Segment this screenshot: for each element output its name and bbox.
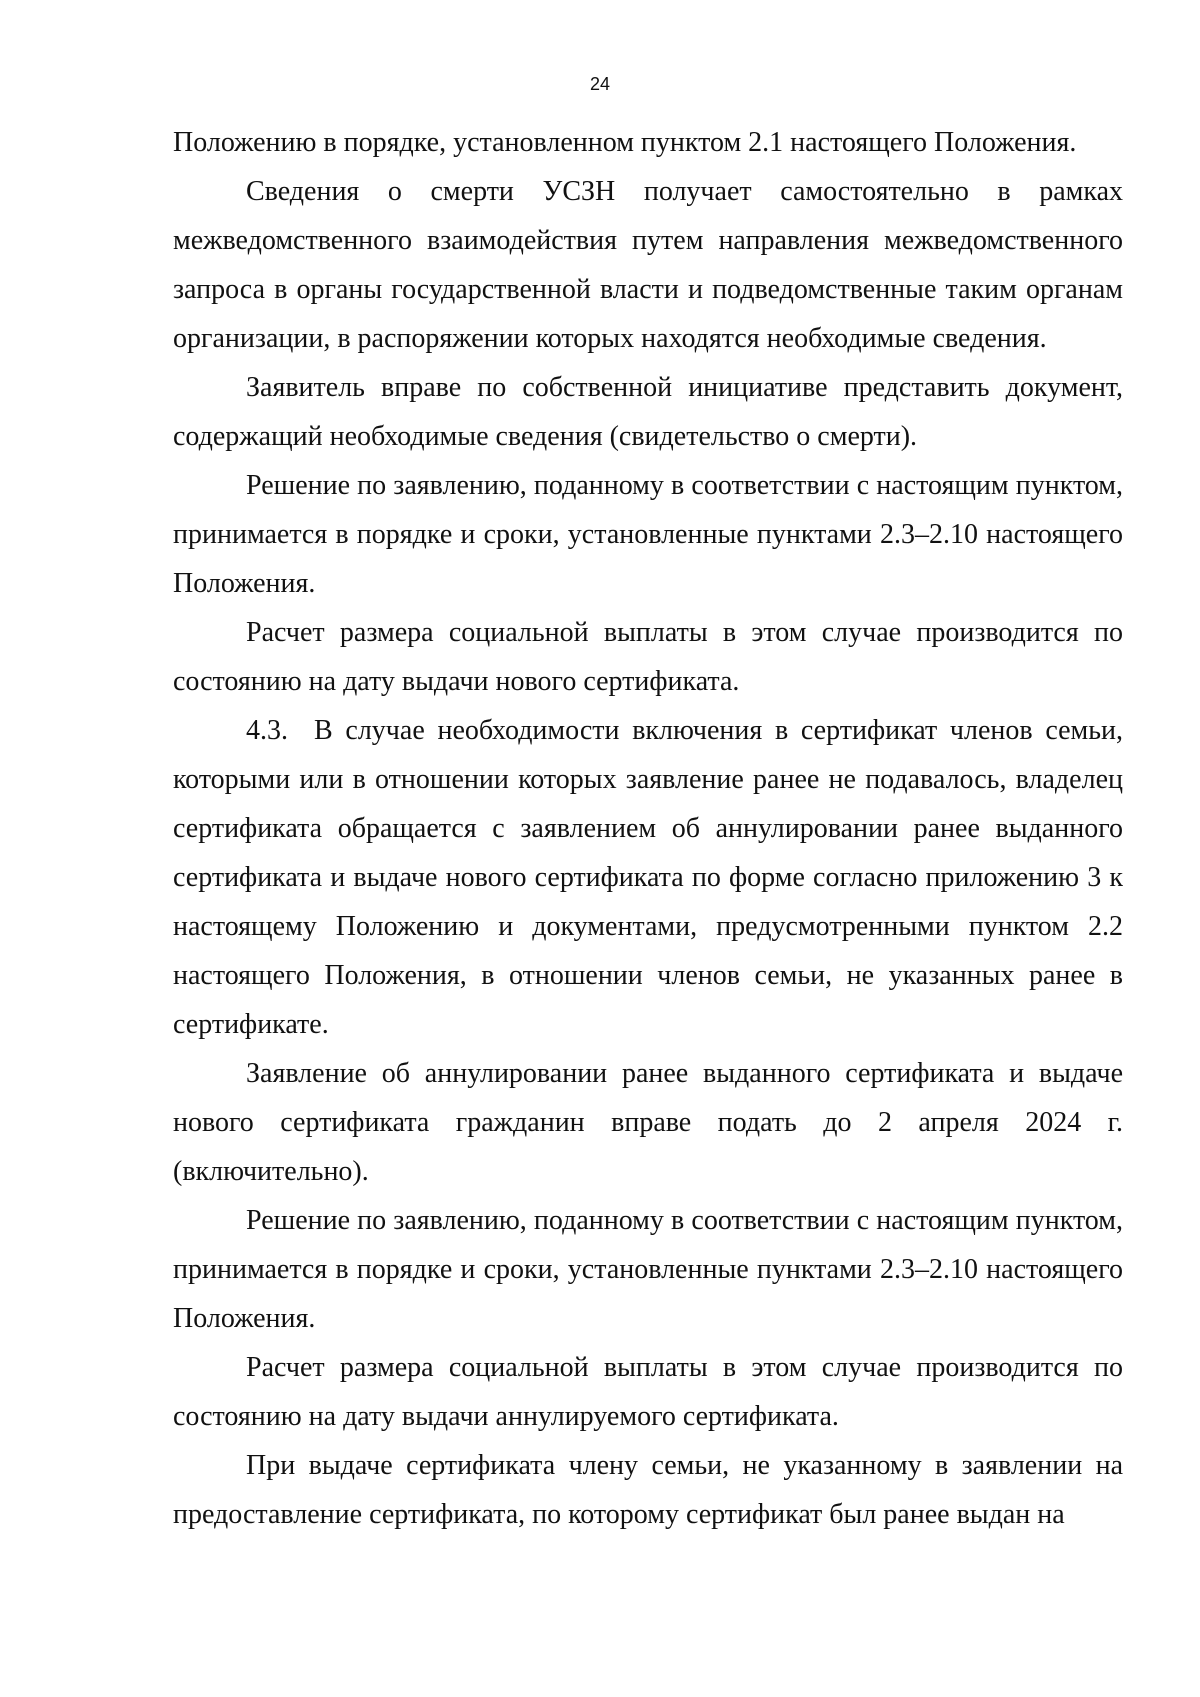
paragraph: Сведения о смерти УСЗН получает самостоятельно в рамках межведомственного взаимодействия путем направления межведомственного запроса в органы государственной власти и подведомственные таким органам организации, в распоряжении которых находятся необходимые сведения. [173, 176, 1123, 354]
paragraph: Положению в порядке, установленном пунктом 2.1 настоящего Положения. [173, 127, 1077, 158]
paragraph: Расчет размера социальной выплаты в этом случае производится по состоянию на дату выдачи нового сертификата. [173, 617, 1123, 697]
page-number: 24 [589, 74, 611, 94]
paragraph: При выдаче сертификата члену семьи, не указанному в заявлении на предоставление сертификата, по которому сертификат был ранее выдан на [173, 1450, 1123, 1530]
paragraph: Заявитель вправе по собственной инициативе представить документ, содержащий необходимые сведения (свидетельство о смерти). [173, 372, 1123, 452]
paragraph: Заявление об аннулировании ранее выданного сертификата и выдаче нового сертификата гражданин вправе подать до 2 апреля 2024 г. (включительно). [173, 1058, 1123, 1187]
document-body [173, 118, 1123, 1539]
paragraph: Расчет размера социальной выплаты в этом случае производится по состоянию на дату выдачи аннулируемого сертификата. [173, 1352, 1123, 1432]
paragraph-text: В случае необходимости включения в сертификат членов семьи, которыми или в отношении которых заявление ранее не подавалось, владелец сертификата обращается с заявлением об аннулировании ранее выданного сертификата и выдаче нового сертификата по форме согласно приложению 3 к настоящему Положению и документами, предусмотренными пунктом 2.2 настоящего Положения, в отношении членов семьи, не указанных ранее в сертификате. [173, 715, 1123, 1040]
paragraph: Решение по заявлению, поданному в соответствии с настоящим пунктом, принимается в порядке и сроки, установленные пунктами 2.3–2.10 настоящего Положения. [173, 1205, 1123, 1334]
numbered-paragraph [173, 706, 1123, 1049]
item-number: 4.3. [246, 715, 288, 746]
paragraph: Решение по заявлению, поданному в соответствии с настоящим пунктом, принимается в порядке и сроки, установленные пунктами 2.3–2.10 настоящего Положения. [173, 470, 1123, 599]
